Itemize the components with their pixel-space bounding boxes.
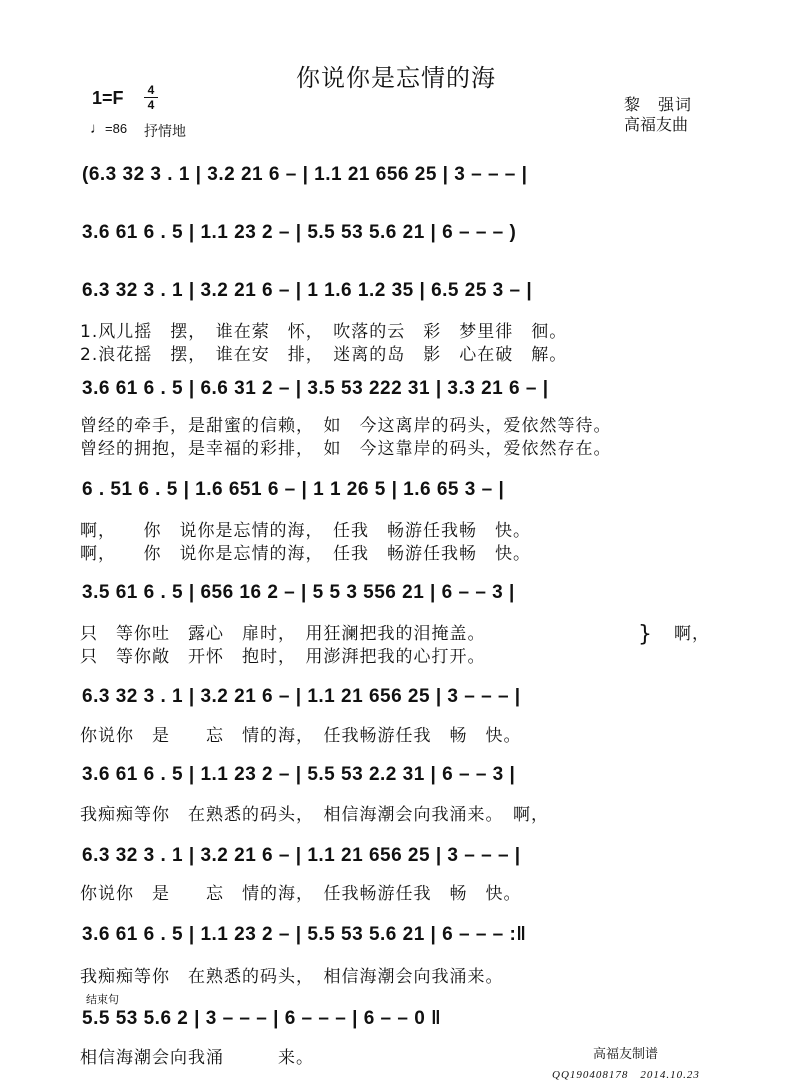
lyric-line-3-verse-1: 1.风儿摇 摆， 谁在萦 怀， 吹落的云 彩 梦里徘 徊。 <box>80 322 568 342</box>
score-line-9: 6.3 32 3 . 1 | 3.2 21 6 – | 1.1 21 656 25 | 3 – – – | <box>82 845 521 866</box>
lyric-line-6-verse-2: 只 等你敞 开怀 抱时， 用澎湃把我的心打开。 <box>80 647 486 667</box>
song-title: 你说你是忘情的海 <box>296 64 496 92</box>
time-signature-top: 4 <box>147 83 155 97</box>
lyric-line-4-verse-2: 曾经的拥抱，是幸福的彩排， 如 今这靠岸的码头，爱依然存在。 <box>80 439 612 459</box>
ending-label: 结束句 <box>86 993 119 1006</box>
key-signature: 1=F <box>92 88 124 108</box>
time-signature <box>144 84 158 111</box>
lyric-line-4-verse-1: 曾经的牵手，是甜蜜的信赖， 如 今这离岸的码头，爱依然等待。 <box>80 416 612 436</box>
lyric-line-6-verse-1: 只 等你吐 露心 扉时， 用狂澜把我的泪掩盖。 <box>80 624 486 644</box>
composer-credit: 高福友曲 <box>624 115 689 134</box>
footer-stamp: QQ190408178 2014.10.23 <box>552 1069 700 1081</box>
score-line-8: 3.6 61 6 . 5 | 1.1 23 2 – | 5.5 53 2.2 31 | 6 – – 3 | <box>82 764 516 785</box>
lyric-line-5-verse-2: 啊， 你 说你是忘情的海， 任我 畅游任我畅 快。 <box>80 544 531 564</box>
tempo-marking <box>90 120 127 137</box>
score-line-7: 6.3 32 3 . 1 | 3.2 21 6 – | 1.1 21 656 25 | 3 – – – | <box>82 686 521 707</box>
score-line-3: 6.3 32 3 . 1 | 3.2 21 6 – | 1 1.6 1.2 35 | 6.5 25 3 – | <box>82 280 533 301</box>
lyric-line-11: 相信海潮会向我涌 来。 <box>80 1048 314 1068</box>
lyric-line-8: 我痴痴等你 在熟悉的码头， 相信海潮会向我涌来。 啊， <box>80 805 549 825</box>
lyric-line-9: 你说你 是 忘 情的海， 任我畅游任我 畅 快。 <box>80 884 522 904</box>
expression-marking: 抒情地 <box>144 124 186 140</box>
arranger-credit: 高福友制谱 <box>593 1047 659 1062</box>
lyric-line-7: 你说你 是 忘 情的海， 任我畅游任我 畅 快。 <box>80 726 522 746</box>
time-signature-bottom: 4 <box>147 98 155 112</box>
score-line-1: (6.3 32 3 . 1 | 3.2 21 6 – | 1.1 21 656 25 | 3 – – – | <box>82 164 528 185</box>
score-line-11: 5.5 53 5.6 2 | 3 – – – | 6 – – – | 6 – – 0 ‖ <box>82 1008 442 1029</box>
verse-brace: } <box>638 622 652 647</box>
score-line-10: 3.6 61 6 . 5 | 1.1 23 2 – | 5.5 53 5.6 21 | 6 – – – :‖ <box>82 924 527 945</box>
score-line-6: 3.5 61 6 . 5 | 656 16 2 – | 5 5 3 556 21 | 6 – – 3 | <box>82 582 515 603</box>
score-line-4: 3.6 61 6 . 5 | 6.6 31 2 – | 3.5 53 222 31 | 3.3 21 6 – | <box>82 378 549 399</box>
score-line-2: 3.6 61 6 . 5 | 1.1 23 2 – | 5.5 53 5.6 21 | 6 – – – ) <box>82 222 517 243</box>
tempo-value: =86 <box>105 121 128 136</box>
lyric-line-10: 我痴痴等你 在熟悉的码头， 相信海潮会向我涌来。 <box>80 967 504 987</box>
lyric-line-3-verse-2: 2.浪花摇 摆， 谁在安 排， 迷离的岛 影 心在破 解。 <box>80 345 568 365</box>
lyricist-credit: 黎 强词 <box>624 95 693 114</box>
quarter-note-icon: ♩ <box>90 120 105 137</box>
score-line-5: 6 . 51 6 . 5 | 1.6 651 6 – | 1 1 26 5 | 1.6 65 3 – | <box>82 479 505 500</box>
lyric-line-6-tail: 啊， <box>674 624 710 644</box>
lyric-line-5-verse-1: 啊， 你 说你是忘情的海， 任我 畅游任我畅 快。 <box>80 521 531 541</box>
